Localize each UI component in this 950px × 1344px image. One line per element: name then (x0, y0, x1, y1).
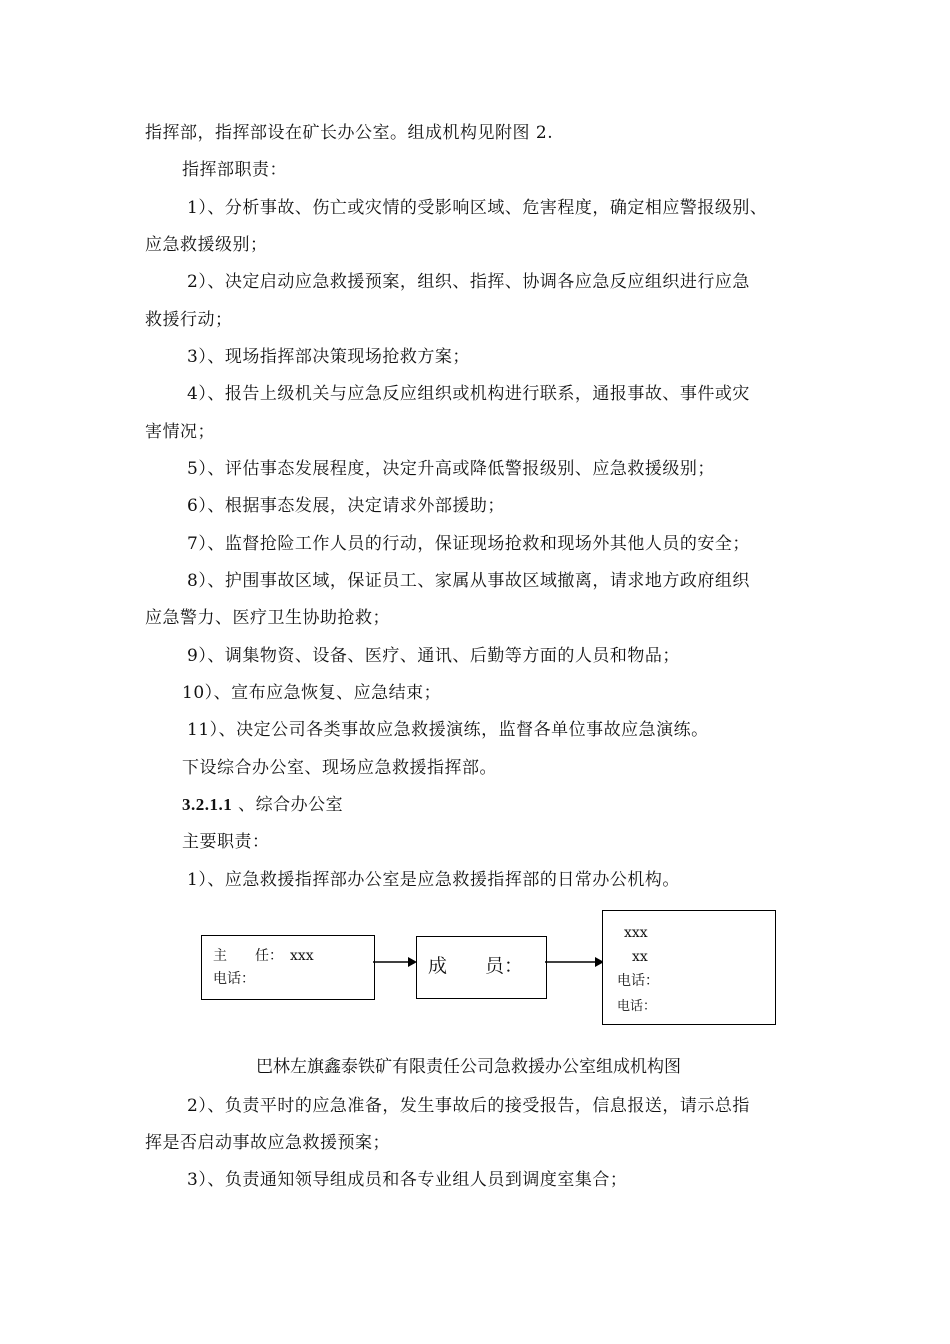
paragraph: 3）、现场指挥部决策现场抢救方案； (187, 347, 470, 367)
member-phone: 电话： (617, 973, 659, 989)
section-title: 、综合办公室 (238, 795, 344, 815)
section-number: 3.2.1.1 (182, 795, 233, 814)
paragraph: 害情况； (145, 422, 215, 442)
paragraph: 1）、应急救援指挥部办公室是应急救援指挥部的日常办公机构。 (187, 870, 680, 890)
paragraph: 下设综合办公室、现场应急救援指挥部。 (182, 758, 497, 778)
paragraph: 应急救援级别； (145, 235, 268, 255)
paragraph: 2）、决定启动应急救援预案，组织、指挥、协调各应急反应组织进行应急 (187, 272, 750, 292)
paragraph: 8）、护围事故区域，保证员工、家属从事故区域撤离，请求地方政府组织 (187, 571, 750, 591)
paragraph: 4）、报告上级机关与应急反应组织或机构进行联系，通报事故、事件或灾 (187, 384, 750, 404)
members-label: 成 员： (428, 955, 524, 977)
paragraph: 2）、负责平时的应急准备，发生事故后的接受报告，信息报送，请示总指 (187, 1096, 750, 1116)
paragraph: 应急警力、医疗卫生协助抢救； (145, 608, 390, 628)
paragraph: 指挥部，指挥部设在矿长办公室。组成机构见附图 2. (145, 123, 554, 143)
paragraph: 指挥部职责： (182, 160, 287, 180)
paragraph: 3）、负责通知领导组成员和各专业组人员到调度室集合； (187, 1170, 628, 1190)
paragraph: 1）、分析事故、伤亡或灾情的受影响区域、危害程度，确定相应警报级别、 (187, 198, 768, 218)
director-box (201, 935, 375, 1000)
member-name: xx (632, 949, 648, 965)
member-name: xxx (624, 925, 648, 941)
paragraph: 主要职责： (182, 832, 270, 852)
paragraph: 11）、决定公司各类事故应急救援演练，监督各单位事故应急演练。 (187, 720, 709, 740)
paragraph: 6）、根据事态发展，决定请求外部援助； (187, 496, 505, 516)
paragraph: 7）、监督抢险工作人员的行动，保证现场抢救和现场外其他人员的安全； (187, 534, 750, 554)
member-phone: 电话： (617, 999, 657, 1014)
diagram-caption: 巴林左旗鑫泰铁矿有限责任公司急救援办公室组成机构图 (256, 1057, 681, 1077)
paragraph: 10）、宣布应急恢复、应急结束； (182, 683, 442, 703)
paragraph: 5）、评估事态发展程度，决定升高或降低警报级别、应急救援级别； (187, 459, 715, 479)
director-phone: 电话： (213, 971, 255, 987)
arrow-to-member-list (545, 955, 605, 969)
paragraph: 救援行动； (145, 310, 233, 330)
section-heading (182, 794, 343, 816)
arrow-to-members (373, 955, 418, 969)
director-label: 主 任： xxx (213, 948, 314, 964)
paragraph: 挥是否启动事故应急救援预案； (145, 1133, 390, 1153)
paragraph: 9）、调集物资、设备、医疗、通讯、后勤等方面的人员和物品； (187, 646, 680, 666)
